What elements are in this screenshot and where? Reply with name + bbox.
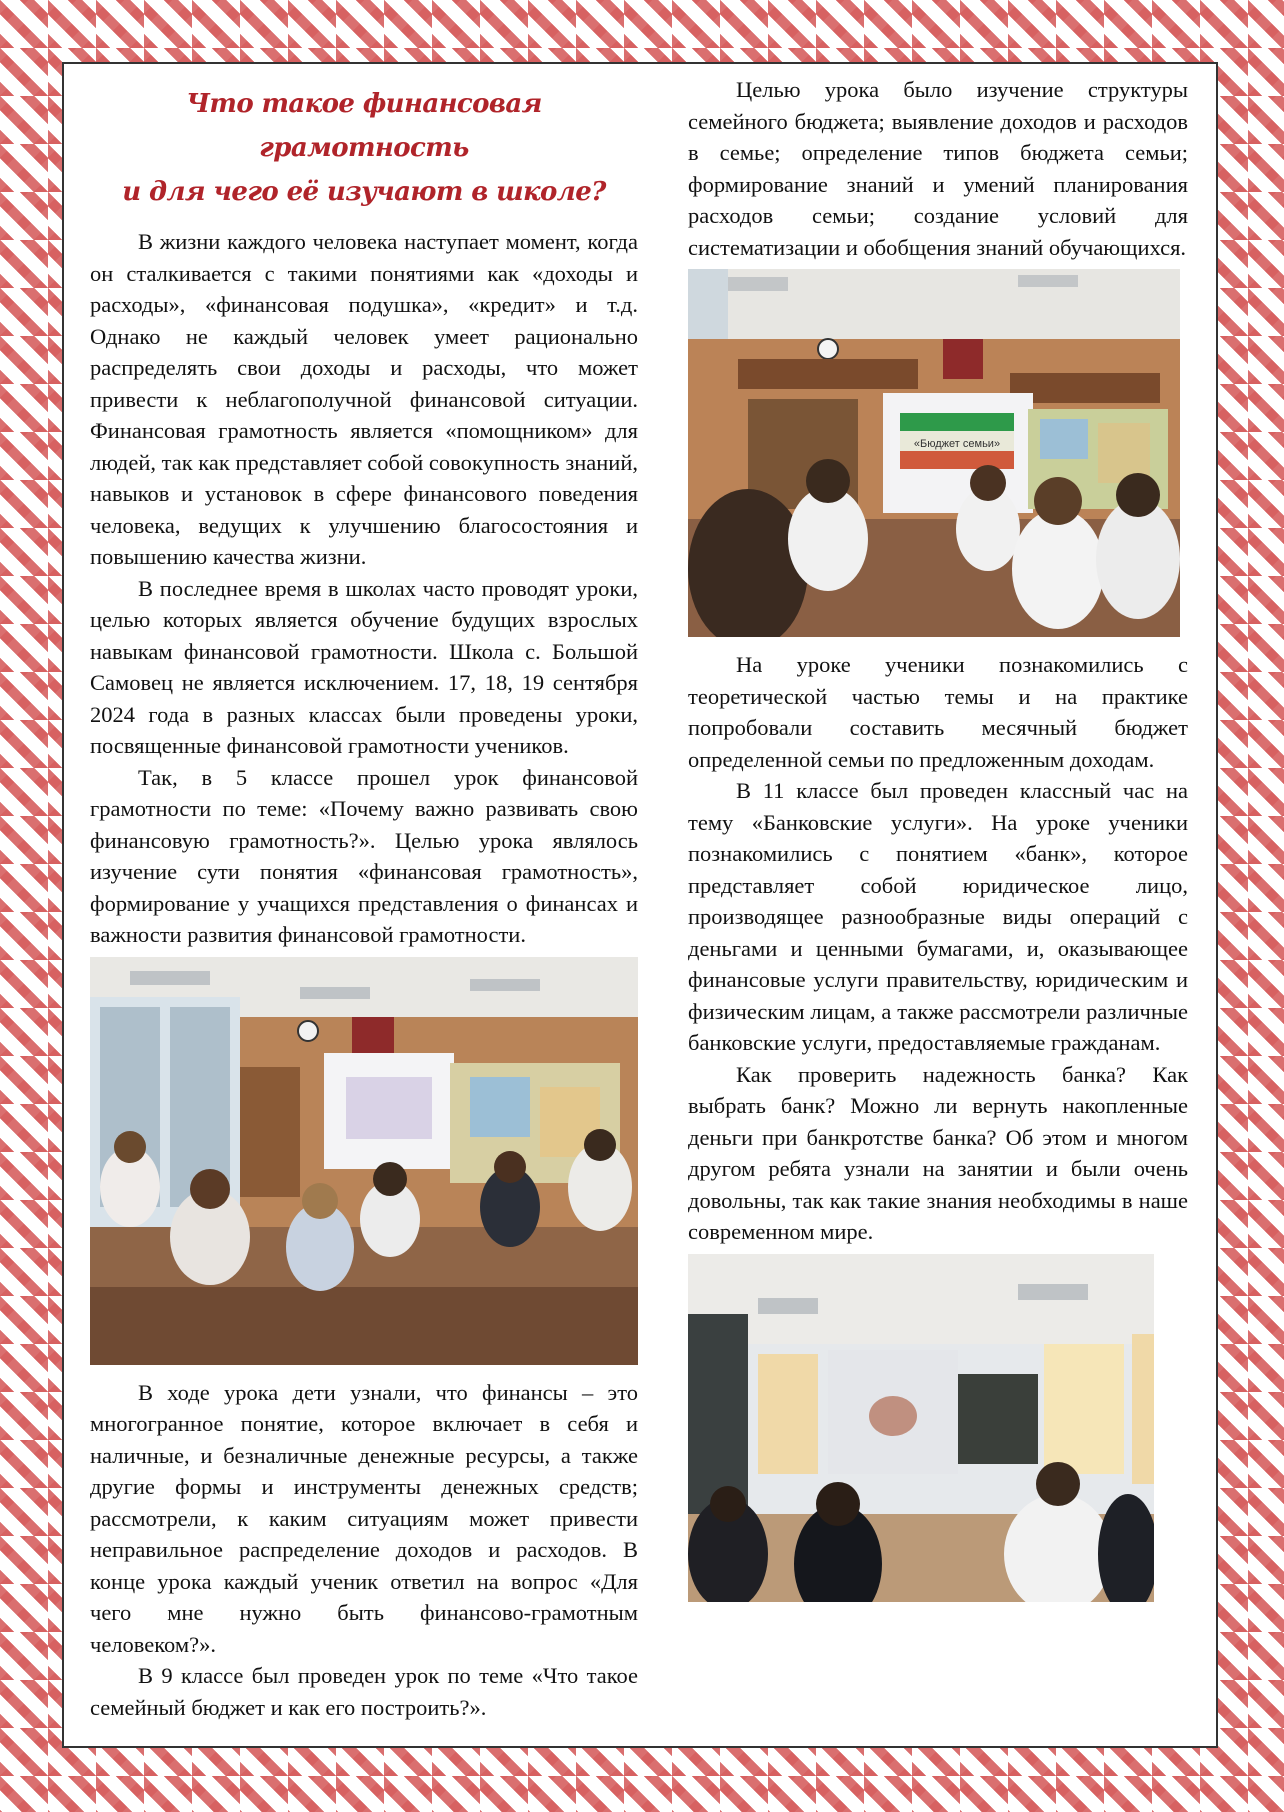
title-line-1: Что такое финансовая грамотность xyxy=(186,89,542,163)
paragraph: В жизни каждого человека наступает момент, когда он сталкивается с такими понятиями как «доходы и расходы», «финансовая подушка», «кредит» и т.д. Однако не каждый человек умеет рационально распределять свои доходы и расходы, что может привести к неблагополучной финансовой ситуации. Финансовая грамотность является «помощником» для людей, так как представляет собой совокупность знаний, навыков и установок в сфере финансового поведения человека, ведущих к улучшению благосостояния и повышению качества жизни. xyxy=(90,229,638,569)
paragraph: На уроке ученики познакомились с теоретической частью темы и на практике попробовали составить месячный бюджет определенной семьи по предложенным доходам. xyxy=(688,652,1188,772)
right-column xyxy=(688,74,1188,1614)
paragraph: Так, в 5 классе прошел урок финансовой грамотности по теме: «Почему важно развивать свою финансовую грамотность?». Целью урока являлось изучение сути понятия «финансовая грамотность», формирование у учащихся представления о финансах и важности развития финансовой грамотности. xyxy=(90,764,638,947)
projector-screen-text: «Бюджет семьи» xyxy=(913,438,1001,450)
classroom-photo-grade5 xyxy=(90,957,638,1365)
page-frame xyxy=(62,62,1218,1748)
paragraph: В ходе урока дети узнали, что финансы – это многогранное понятие, которое включает в себя и наличные, и безналичные денежные ресурсы, а также другие формы и инструменты денежных средств; рассмотрели, к каким ситуациям может привести неправильное распределение доходов и расходов. В конце урока каждый ученик ответил на вопрос «Для чего мне нужно быть финансово-грамотным человеком?». xyxy=(90,1379,638,1657)
paragraph: Целью урока было изучение структуры семейного бюджета; выявление доходов и расходов в семье; определение типов бюджета семьи; формирование знаний и умений планирования расходов семьи; создание условий для систематизации и обобщения знаний обучающихся. xyxy=(688,77,1188,260)
article-title xyxy=(90,82,638,214)
paragraph: В 11 классе был проведен классный час на тему «Банковские услуги». На уроке ученики познакомились с понятием «банк», которое представляет собой юридическое лицо, производящее разнообразные виды операций с деньгами и ценными бумагами, и, оказывающее финансовые услуги правительству, юридическим и физическим лицам, а также рассмотрели различные банковские услуги, предоставляемые гражданам. xyxy=(688,778,1188,1055)
title-line-2: и для чего её изучают в школе? xyxy=(122,177,606,207)
left-column xyxy=(90,74,638,1723)
classroom-photo-grade9 xyxy=(688,269,1180,637)
paragraph: Как проверить надежность банка? Как выбрать банк? Можно ли вернуть накопленные деньги при банкротстве банка? Об этом и многом другом ребята узнали на занятии и были очень довольны, так как такие знания необходимы в наше современном мире. xyxy=(688,1061,1188,1244)
paragraph: В последнее время в школах часто проводят уроки, целью которых является обучение будущих взрослых навыкам финансовой грамотности. Школа с. Большой Самовец не является исключением. 17, 18, 19 сентября 2024 года в разных классах были проведены уроки, посвященные финансовой грамотности учеников. xyxy=(90,575,638,758)
classroom-photo-grade11 xyxy=(688,1254,1154,1602)
paragraph: В 9 классе был проведен урок по теме «Что такое семейный бюджет и как его построить?». xyxy=(90,1663,638,1720)
